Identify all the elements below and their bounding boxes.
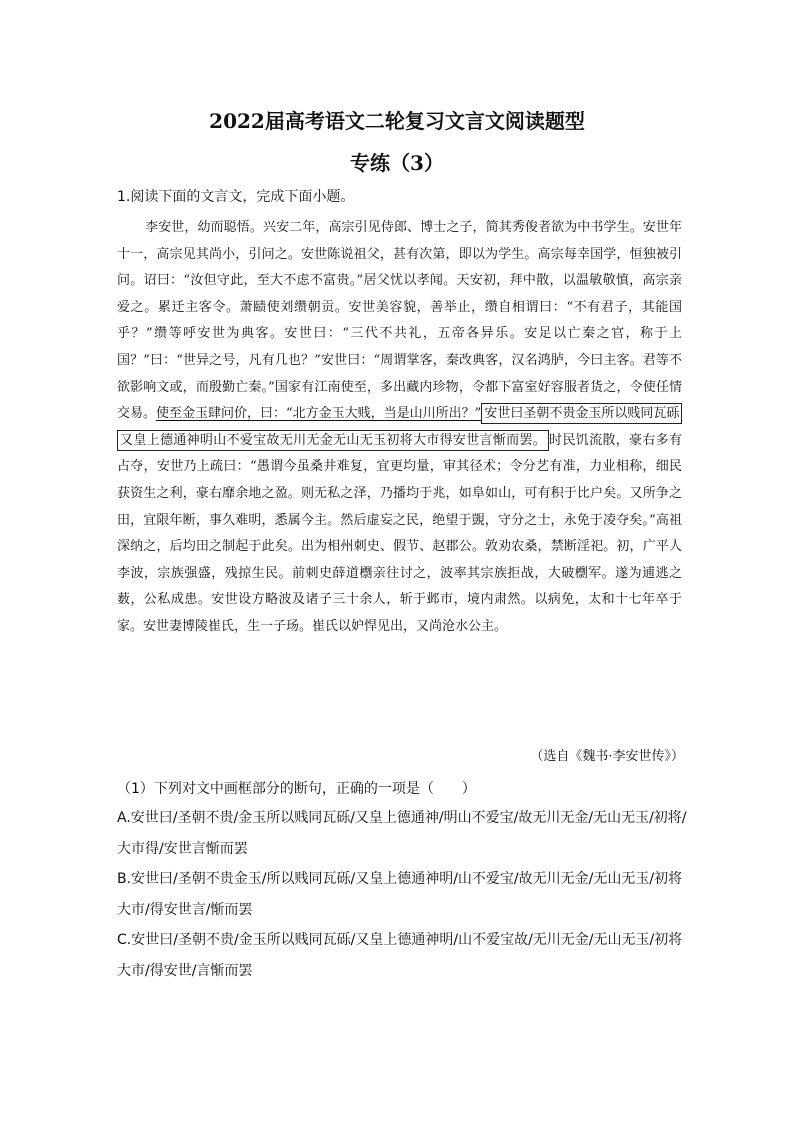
question-intro: 1.阅读下面的文言文，完成下面小题。 bbox=[117, 189, 355, 205]
answer-options bbox=[117, 803, 687, 986]
source-citation: （选自《魏书·李安世传》） bbox=[530, 749, 684, 764]
passage-text-part2: 时民饥流散，豪右多有占夺，安世乃上疏曰：“愚谓今虽桑井难复，宜更均量，审其径术；令分艺有准，力业相称，细民获资生之利，豪右靡余地之盈。则无私之泽，乃播均于兆，如阜如山，可有积于比户矣。又所争之田，宜限年断，事久难明，悉属今主。然后虚妄之民，绝望于覬，守分之士，永免于凌夺矣。”高祖深纳之，后均田之制起于此矣。出为相州刺史、假节、赵郡公。敦劝农桑，禁断淫祀。初，广平人李波，宗族强盛，残掠生民。前刺史薛道檦亲往讨之，波率其宗族拒战，大破檦军。遂为逋逃之薮，公私成患。安世设方略波及诸子三十余人，斩于邺市，境内肃然。以病免，太和十七年卒于家。安世妻博陵崔氏，生一子玚。崔氏以妒悍见出，又尚沧水公主。 bbox=[117, 432, 682, 634]
passage-text-part1: 李安世，幼而聪悟。兴安二年，高宗引见侍郎、博士之子，简其秀俊者欲为中书学生。安世年十一，高宗见其尚小，引问之。安世陈说祖父，甚有次第，即以为学生。高宗每幸国学，恒独被引问。诏曰：“汝但守此，至大不虑不富贵。”居父忧以孝闻。天安初，拜中散，以温敏敬慎，高宗亲爱之。累迁主客令。萧赜使刘缵朝贡。安世美容貌，善举止，缵自相谓曰：“不有君子，其能国乎？”缵等呼安世为典客。安世曰：“三代不共礼，五帝各异乐。安足以亡秦之官，称于上国？”曰：“世异之号，凡有几也？”安世曰：“周谓掌客，秦改典客，汉名鸿胪，今曰主客。君等不欲影响文或，而殷勤亡秦。”国家有江南使至，多出藏内珍物，令都下富室好容服者货之，令使任情交易。 bbox=[117, 220, 682, 422]
document-title: 2022届高考语文二轮复习文言文阅读题型 bbox=[209, 109, 585, 133]
option-b: B.安世曰/圣朝不贵金玉/所以贱同瓦砾/又皇上德通神明/山不爱宝/故无川无金/无山无玉/初将大市/得安世言/惭而罢 bbox=[117, 871, 683, 918]
passage-paragraph bbox=[117, 215, 682, 641]
option-a: A.安世曰/圣朝不贵/金玉所以贱同瓦砾/又皇上德通神/明山不爱宝/故无川无金/无山无玉/初将/大市得/安世言惭而罢 bbox=[117, 810, 687, 857]
classical-passage bbox=[117, 215, 682, 641]
question-stem: （1）下列对文中画框部分的断句，正确的一项是（ ） bbox=[117, 781, 476, 797]
option-c: C.安世曰/圣朝不贵/金玉所以贱同瓦砾/又皇上德通神明/山不爱宝故/无川无金/无山无玉/初将大市/得安世/言惭而罢 bbox=[117, 932, 683, 979]
underlined-sentence: 使至金玉肆问价，曰：“北方金玉大贱，当是山川所出？” bbox=[156, 406, 482, 422]
document-subtitle: 专练（3） bbox=[350, 151, 444, 175]
boxed-sentence: 安世曰圣朝不贵金玉所以贱同瓦砾又皇上德通神明山不爱宝故无川无金无山无玉初将大市得安世言惭而罢。 bbox=[117, 403, 682, 451]
